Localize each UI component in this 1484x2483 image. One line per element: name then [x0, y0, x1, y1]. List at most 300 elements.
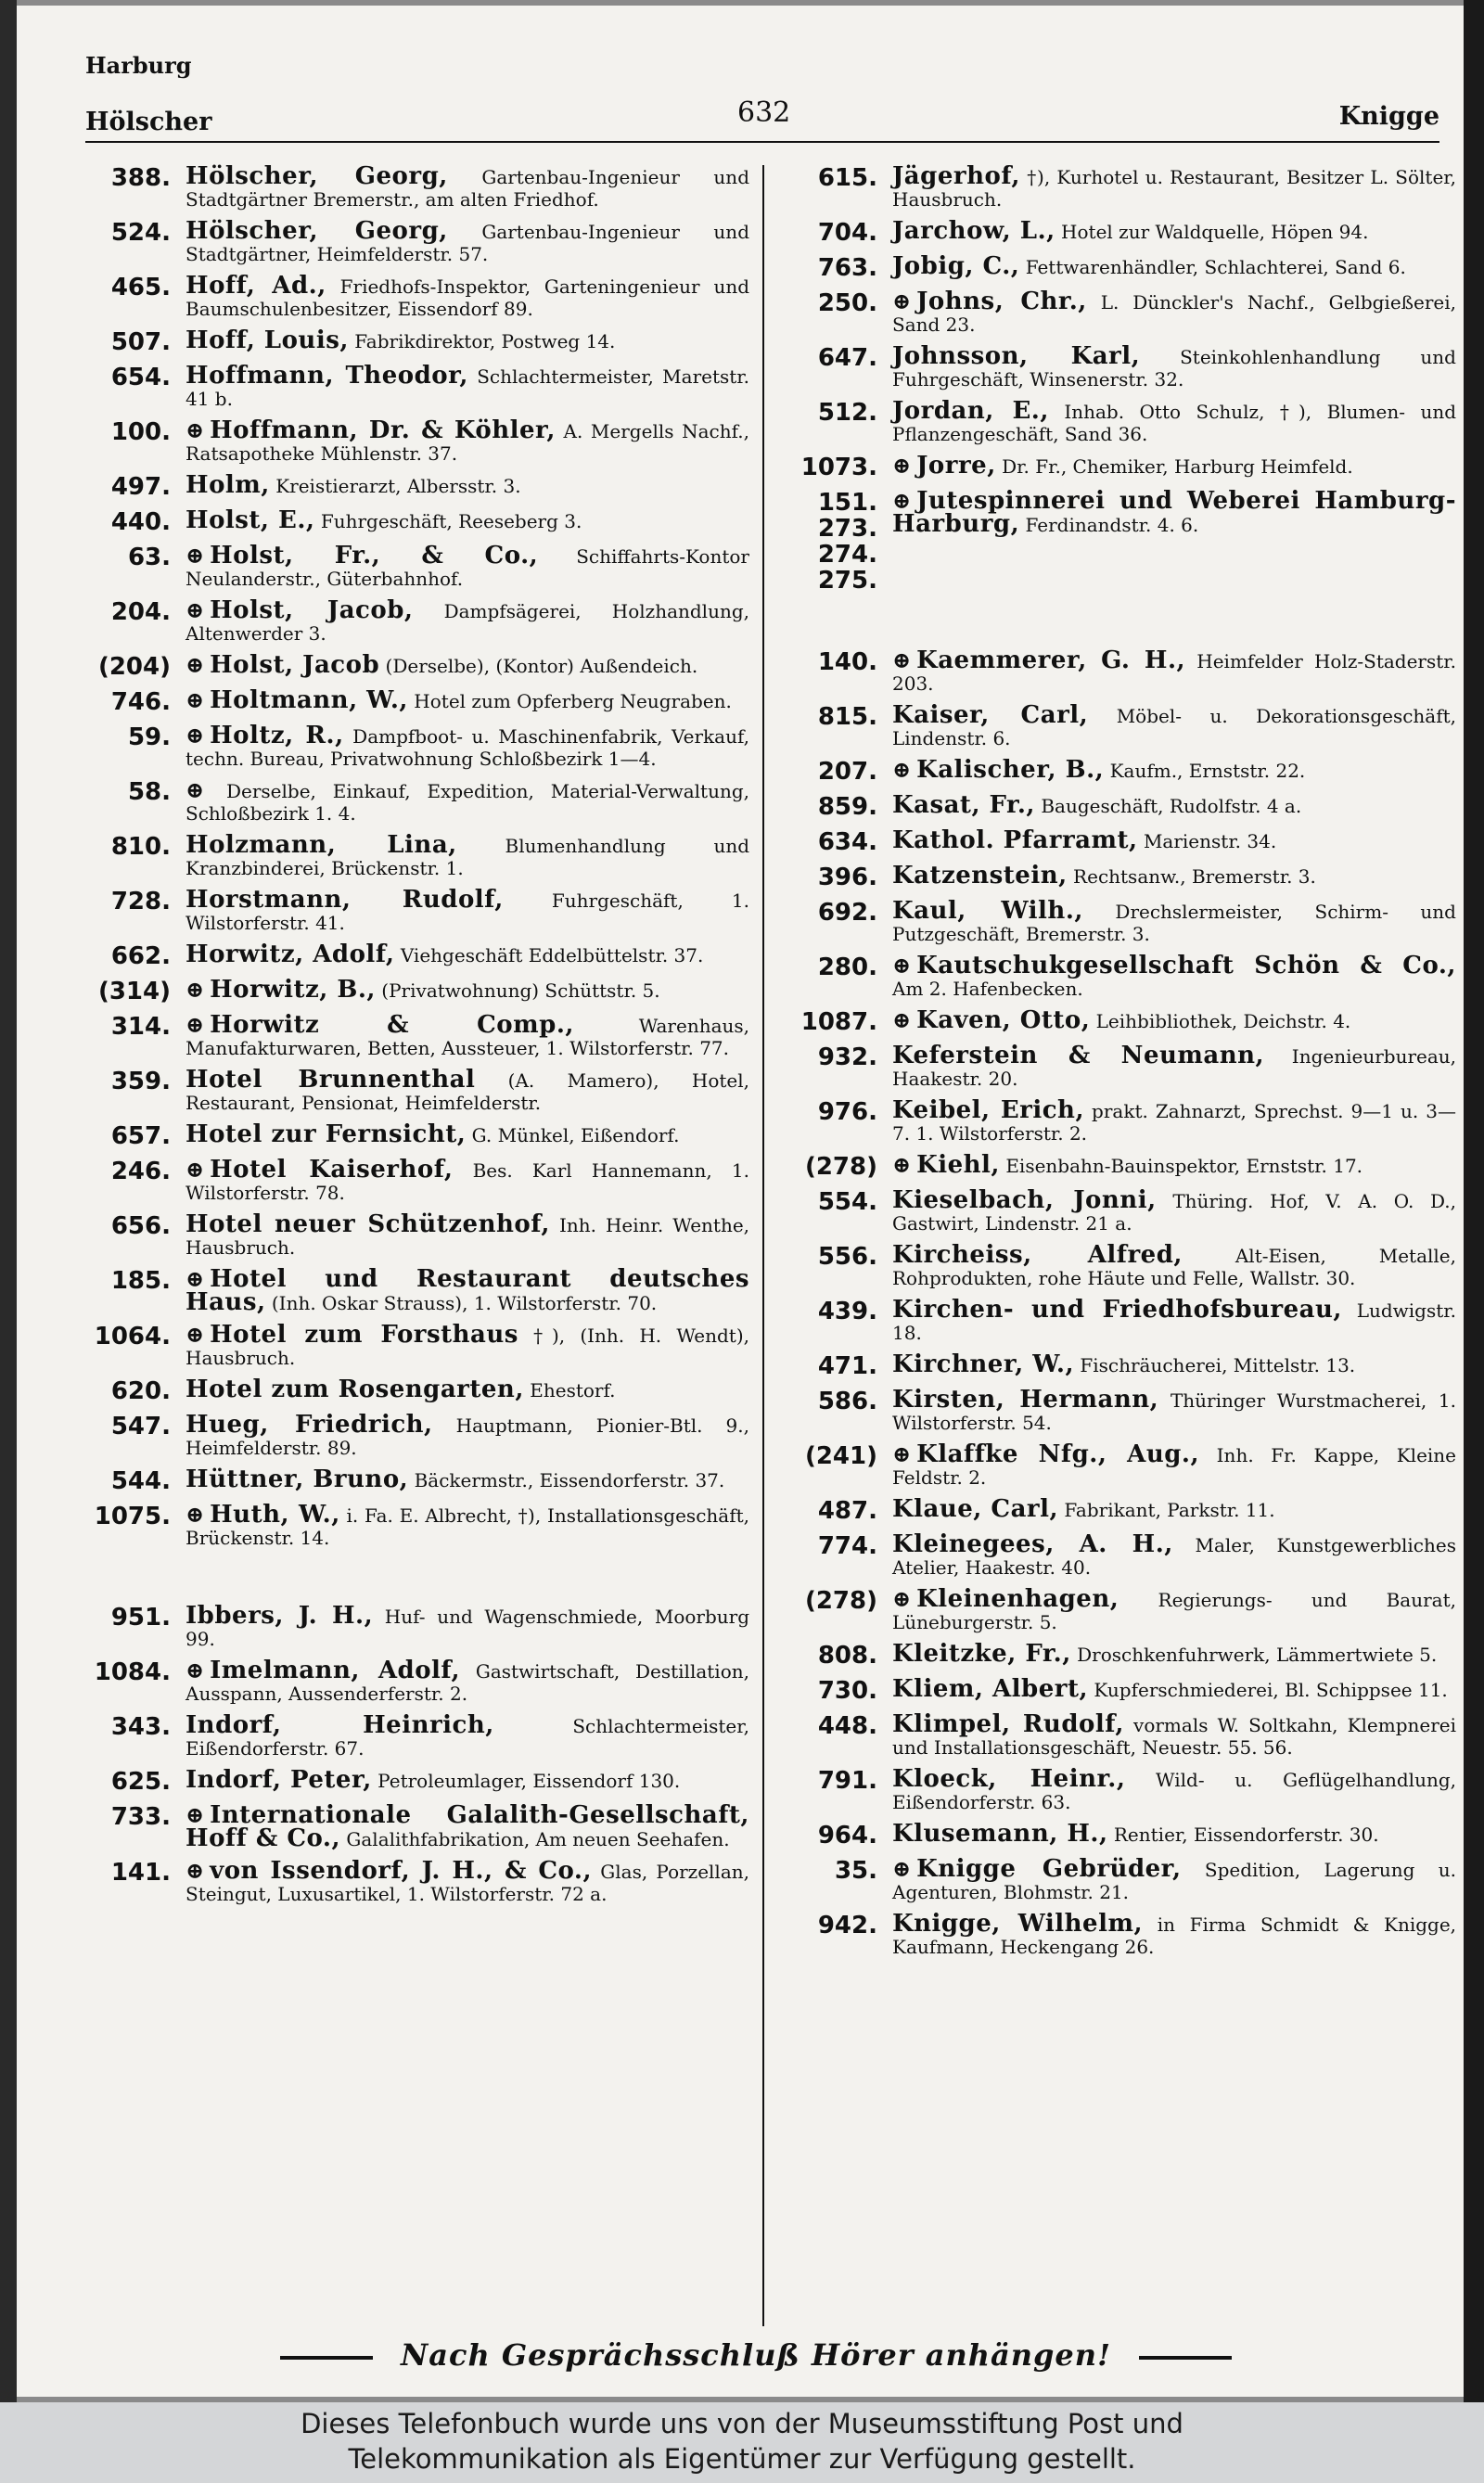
subscriber-details: Kupferschmiederei, Bl. Schippsee 11.: [1094, 1679, 1448, 1701]
directory-entry: [93, 686, 749, 716]
phone-number: 204.: [110, 598, 171, 626]
directory-entry: [800, 217, 1456, 247]
phone-number: [800, 490, 892, 594]
telephone-symbol-icon: ⊕: [186, 1011, 205, 1038]
directory-entry: [93, 1465, 749, 1495]
entry-body: [186, 1801, 749, 1852]
phone-number: 507.: [110, 328, 171, 356]
subscriber-name: Keibel, Erich,: [892, 1096, 1084, 1124]
directory-entry: [800, 1386, 1456, 1434]
subscriber-name: Jutespinnerei und Weberei Hamburg-Harburg,: [892, 487, 1456, 538]
right-column: [800, 162, 1457, 1958]
entry-body: [186, 362, 750, 410]
subscriber-name: Holst, Fr., & Co.,: [210, 542, 539, 570]
directory-entry: [93, 1378, 749, 1404]
telephone-symbol-icon: ⊕: [186, 1801, 205, 1828]
subscriber-details: i. Fa. E. Albrecht, †), Installationsgeschäft, Brückenstr. 14.: [186, 1504, 749, 1549]
subscriber-name: Jobig, C.,: [892, 252, 1020, 280]
phone-number: 951.: [110, 1604, 171, 1632]
entry-body: [186, 416, 750, 465]
subscriber-name: Kaiser, Carl,: [892, 701, 1089, 729]
subscriber-name: Jarchow, L.,: [892, 217, 1055, 245]
subscriber-name: Kloeck, Heinr.,: [892, 1765, 1126, 1793]
footer-dash-left: [280, 2356, 373, 2360]
entry-body: [186, 686, 749, 714]
phone-number: 1064.: [94, 1323, 171, 1350]
phone-number: 662.: [110, 942, 171, 970]
subscriber-details: Glas, Porzellan, Steingut, Luxusartikel, 1. Wilstorferstr. 72 a.: [186, 1861, 749, 1905]
subscriber-name: Kaven, Otto,: [916, 1006, 1091, 1034]
subscriber-details: Schiffahrts-Kontor Neulanderstr., Güterbahnhof.: [186, 545, 749, 590]
phone-number: 647.: [817, 344, 877, 372]
telephone-symbol-icon: ⊕: [186, 1501, 205, 1528]
phone-number: 859.: [817, 793, 877, 821]
page-number: 632: [737, 96, 791, 129]
subscriber-name: Imelmann, Adolf,: [210, 1657, 461, 1684]
entry-body: [186, 776, 749, 825]
entry-body: [186, 217, 749, 265]
subscriber-name: Klaffke Nfg., Aug.,: [916, 1440, 1200, 1468]
telephone-symbol-icon: ⊕: [186, 776, 205, 803]
directory-entry: [800, 1530, 1456, 1579]
phone-number: 791.: [817, 1767, 877, 1795]
subscriber-name: Hölscher, Georg,: [186, 162, 448, 190]
subscriber-name: Holm,: [186, 471, 270, 499]
phone-number: 512.: [817, 399, 877, 427]
telephone-symbol-icon: ⊕: [186, 1321, 205, 1348]
entry-body: [892, 826, 1456, 854]
subscriber-details: Drechslermeister, Schirm- und Putzgeschäft, Bremerstr. 3.: [892, 901, 1456, 945]
phone-number: (278): [804, 1587, 877, 1615]
directory-entry: [93, 1011, 750, 1059]
phone-number: 556.: [817, 1243, 877, 1271]
subscriber-details: G. Münkel, Eißendorf.: [471, 1124, 680, 1146]
directory-entry: [800, 454, 1456, 480]
subscriber-name: Holst, Jacob,: [210, 596, 414, 624]
telephone-symbol-icon: ⊕: [186, 651, 205, 678]
entry-body: [892, 756, 1456, 784]
directory-entry: [93, 506, 749, 536]
entry-body: [186, 1602, 750, 1650]
subscriber-name: Johns, Chr.,: [916, 288, 1087, 315]
phone-number: 359.: [110, 1068, 171, 1095]
directory-entry: [800, 646, 1457, 695]
subscriber-name: Kautschukgesellschaft Schön & Co.,: [916, 952, 1456, 979]
subscriber-name: Horwitz & Comp.,: [210, 1011, 574, 1039]
entry-body: [892, 252, 1456, 280]
subscriber-name: Kirsten, Hermann,: [892, 1386, 1159, 1414]
subscriber-details: Warenhaus, Manufakturwaren, Betten, Aussteuer, 1. Wilstorferstr. 77.: [186, 1015, 750, 1059]
entry-body: [892, 701, 1457, 749]
entry-body: [892, 1096, 1457, 1145]
subscriber-details: Hauptmann, Pionier-Btl. 9., Heimfelderstr. 89.: [186, 1414, 749, 1459]
header-left-keyword: Hölscher: [85, 108, 212, 136]
phone-number: 692.: [817, 899, 877, 927]
directory-entry: [800, 1765, 1456, 1813]
phone-number: 634.: [817, 828, 877, 856]
subscriber-details: Bäckermstr., Eissendorferstr. 37.: [414, 1469, 725, 1491]
phone-number: 942.: [817, 1912, 877, 1939]
directory-entry: [800, 487, 1456, 595]
phone-number: 815.: [817, 703, 877, 731]
subscriber-name: Kleitzke, Fr.,: [892, 1640, 1071, 1668]
entry-body: [892, 1495, 1456, 1523]
subscriber-name: Indorf, Peter,: [186, 1766, 372, 1794]
scan-edge-right: [1464, 0, 1484, 2402]
directory-entry: [800, 701, 1457, 749]
directory-entry: [93, 1210, 750, 1259]
header-city: Harburg: [85, 52, 192, 79]
directory-entry: [93, 976, 749, 1005]
subscriber-details: Huf- und Wagenschmiede, Moorburg 99.: [186, 1606, 750, 1650]
phone-number: 774.: [817, 1532, 877, 1560]
directory-entry: [93, 1659, 749, 1705]
subscriber-details: Am 2. Hafenbecken.: [892, 978, 1083, 1000]
telephone-symbol-icon: ⊕: [186, 416, 205, 443]
subscriber-details: Inh. Fr. Kappe, Kleine Feldstr. 2.: [892, 1444, 1457, 1489]
phone-number: 439.: [817, 1298, 877, 1325]
entry-body: [892, 864, 1456, 888]
phone-number: 58.: [127, 778, 171, 806]
phone-number: 396.: [817, 864, 877, 891]
entry-body: [186, 544, 749, 590]
entry-body: [892, 1440, 1457, 1489]
footer-slogan: Nach Gesprächsschluß Hörer anhängen!: [400, 2337, 1112, 2373]
subscriber-name: Knigge, Wilhelm,: [892, 1910, 1144, 1938]
phone-number: 1084.: [94, 1658, 171, 1686]
subscriber-name: Hoffmann, Dr. & Köhler,: [210, 416, 556, 444]
telephone-symbol-icon: ⊕: [186, 542, 205, 569]
entry-body: [892, 162, 1456, 211]
subscriber-name: Jorre,: [916, 452, 996, 480]
telephone-symbol-icon: ⊕: [892, 952, 912, 979]
subscriber-name: von Issendorf, J. H., & Co.,: [210, 1857, 593, 1885]
entry-body: [186, 1465, 749, 1493]
subscriber-details: vormals W. Soltkahn, Klempnerei und Installationsgeschäft, Neuestr. 55. 56.: [892, 1714, 1457, 1759]
entry-body: [186, 1378, 749, 1401]
directory-entry: [93, 272, 750, 320]
subscriber-details: (Derselbe), (Kontor) Außendeich.: [385, 655, 698, 677]
entry-body: [186, 272, 750, 320]
subscriber-details: Ferdinandstr. 4. 6.: [1025, 514, 1199, 536]
directory-entry: [800, 1186, 1457, 1235]
copyright-banner: [0, 2402, 1484, 2483]
entry-body: [892, 397, 1457, 445]
subscriber-name: Knigge Gebrüder,: [916, 1855, 1182, 1883]
phone-number: 487.: [817, 1497, 877, 1525]
entry-body: [186, 651, 749, 679]
phone-number: 1087.: [800, 1008, 877, 1036]
footer-dash-right: [1139, 2356, 1232, 2360]
subscriber-name: Internationale Galalith-Gesellschaft, Hoff & Co.,: [186, 1801, 749, 1852]
subscriber-details: Thüring. Hof, V. A. O. D., Gastwirt, Lindenstr. 21 a.: [892, 1190, 1457, 1235]
phone-number: 728.: [110, 888, 171, 915]
phone-number: (241): [804, 1442, 877, 1470]
directory-entry: [93, 326, 749, 356]
directory-entry: [93, 1711, 749, 1760]
phone-number: 1073.: [800, 454, 877, 481]
entry-body: [892, 1241, 1456, 1289]
directory-entry: [93, 724, 749, 770]
entry-body: [186, 943, 749, 966]
phone-number: 746.: [110, 688, 171, 716]
phone-number: 1075.: [94, 1503, 171, 1530]
subscriber-details: (Privatwohnung) Schüttstr. 5.: [381, 979, 660, 1002]
subscriber-name: Huth, W.,: [210, 1501, 340, 1529]
subscriber-name: Hotel Kaiserhof,: [210, 1156, 454, 1184]
directory-entry: [800, 1855, 1456, 1903]
entry-body: [892, 1820, 1456, 1848]
phone-number: 246.: [110, 1158, 171, 1185]
phone-number: 657.: [110, 1122, 171, 1150]
subscriber-name: Hölscher, Georg,: [186, 217, 448, 245]
subscriber-name: Katzenstein,: [892, 862, 1068, 890]
phone-number-line: 151.: [817, 489, 877, 517]
subscriber-details: †), (Inh. H. Wendt), Hausbruch.: [186, 1325, 750, 1369]
subscriber-details: Fischräucherei, Mittelstr. 13.: [1080, 1354, 1356, 1376]
subscriber-details: Alt-Eisen, Metalle, Rohprodukten, rohe Häute und Felle, Wallstr. 30.: [892, 1245, 1456, 1289]
subscriber-name: Kasat, Fr.,: [892, 791, 1035, 819]
entry-body: [186, 1120, 749, 1148]
entry-body: [892, 1350, 1456, 1378]
phone-number-line: 275.: [817, 567, 877, 595]
subscriber-details: Galalithfabrikation, Am neuen Seehafen.: [346, 1828, 730, 1850]
phone-number: 59.: [127, 723, 171, 751]
subscriber-details: Marienstr. 34.: [1143, 830, 1277, 852]
entry-body: [892, 1006, 1456, 1034]
phone-number: 314.: [110, 1013, 171, 1041]
subscriber-name: Kircheiss, Alfred,: [892, 1241, 1183, 1269]
subscriber-details: Steinkohlenhandlung und Fuhrgeschäft, Winsenerstr. 32.: [892, 346, 1456, 390]
entry-body: [186, 162, 749, 211]
subscriber-name: Kathol. Pfarramt,: [892, 826, 1138, 854]
subscriber-details: prakt. Zahnarzt, Sprechst. 9—1 u. 3—7. 1. Wilstorferstr. 2.: [892, 1100, 1457, 1145]
directory-entry: [93, 471, 749, 501]
subscriber-details: Eisenbahn-Bauinspektor, Ernststr. 17.: [1005, 1155, 1363, 1177]
entry-body: [186, 1411, 749, 1459]
subscriber-name: Hotel Brunnenthal: [186, 1066, 476, 1094]
subscriber-name: Hotel und Restaurant deutsches Haus,: [186, 1265, 749, 1316]
entry-body: [186, 326, 749, 354]
directory-entry: [800, 1096, 1457, 1145]
directory-entry: [93, 1265, 749, 1316]
subscriber-name: Ibbers, J. H.,: [186, 1602, 374, 1630]
entry-body: [892, 1044, 1456, 1090]
phone-number: 808.: [817, 1642, 877, 1670]
phone-number: 656.: [110, 1212, 171, 1240]
phone-number: 704.: [817, 219, 877, 247]
subscriber-details: Fabrikant, Parkstr. 11.: [1064, 1499, 1275, 1521]
entry-body: [892, 791, 1456, 819]
directory-entry: [800, 1044, 1456, 1090]
directory-entry: [800, 1495, 1456, 1525]
subscriber-name: Hoff, Louis,: [186, 326, 349, 354]
subscriber-details: Gartenbau-Ingenieur und Stadtgärtner Bremerstr., am alten Friedhof.: [186, 166, 749, 211]
telephone-symbol-icon: ⊕: [186, 976, 205, 1003]
subscriber-details: Fuhrgeschäft, 1. Wilstorferstr. 41.: [186, 890, 749, 934]
subscriber-name: Indorf, Heinrich,: [186, 1711, 494, 1739]
directory-entry: [93, 362, 750, 410]
subscriber-name: Kaemmerer, G. H.,: [916, 646, 1186, 674]
subscriber-details: Ingenieurbureau, Haakestr. 20.: [892, 1045, 1457, 1090]
subscriber-name: Hoffmann, Theodor,: [186, 362, 468, 390]
subscriber-details: Dr. Fr., Chemiker, Harburg Heimfeld.: [1002, 455, 1353, 478]
phone-number: 250.: [817, 289, 877, 317]
telephone-symbol-icon: ⊕: [892, 646, 912, 673]
subscriber-details: (Inh. Oskar Strauss), 1. Wilstorferstr. 70.: [271, 1292, 658, 1314]
subscriber-name: Kiehl,: [916, 1151, 1000, 1179]
subscriber-details: Spedition, Lagerung u. Agenturen, Blohmstr. 21.: [892, 1859, 1456, 1903]
directory-entry: [93, 596, 749, 645]
subscriber-name: Horwitz, Adolf,: [186, 941, 395, 968]
directory-entry: [800, 1820, 1456, 1849]
entry-body: [892, 897, 1456, 945]
phone-number: 625.: [110, 1768, 171, 1796]
phone-number: 35.: [834, 1857, 877, 1885]
entry-body: [186, 976, 749, 1004]
directory-entry: [800, 1151, 1456, 1181]
directory-entry: [93, 1857, 749, 1905]
subscriber-name: Klaue, Carl,: [892, 1495, 1059, 1523]
directory-entry: [800, 1296, 1457, 1344]
subscriber-name: Hoff, Ad.,: [186, 272, 326, 300]
phone-number: 586.: [817, 1388, 877, 1415]
directory-entry: [800, 1640, 1456, 1670]
phone-number: 524.: [110, 219, 171, 247]
telephone-symbol-icon: ⊕: [186, 1156, 205, 1183]
entry-body: [892, 954, 1456, 1000]
subscriber-details: Thüringer Wurstmacherei, 1. Wilstorferstr. 54.: [892, 1389, 1456, 1434]
subscriber-name: Hüttner, Bruno,: [186, 1465, 409, 1493]
subscriber-details: Droschkenfuhrwerk, Lämmertwiete 5.: [1077, 1644, 1438, 1666]
phone-number: 497.: [110, 473, 171, 501]
subscriber-details: Petroleumlager, Eissendorf 130.: [377, 1770, 681, 1792]
entry-body: [186, 724, 749, 770]
subscriber-name: Kaul, Wilh.,: [892, 897, 1083, 925]
subscriber-details: Regierungs- und Baurat, Lüneburgerstr. 5.: [892, 1589, 1456, 1633]
directory-entry: [93, 1801, 749, 1852]
subscriber-details: Rentier, Eissendorferstr. 30.: [1113, 1824, 1379, 1846]
directory-entry: [800, 1241, 1456, 1289]
telephone-symbol-icon: ⊕: [892, 1855, 912, 1882]
directory-entry: [800, 252, 1456, 282]
entry-body: [892, 1530, 1456, 1579]
directory-entry: [93, 217, 749, 265]
telephone-symbol-icon: ⊕: [186, 1857, 205, 1884]
subscriber-name: Horwitz, B.,: [210, 976, 376, 1004]
directory-entry: [800, 897, 1456, 945]
subscriber-details: Inh. Heinr. Wenthe, Hausbruch.: [186, 1214, 750, 1259]
directory-entry: [93, 1766, 749, 1796]
entry-body: [186, 596, 749, 645]
telephone-symbol-icon: ⊕: [892, 487, 912, 514]
subscriber-name: Holst, Jacob: [210, 651, 380, 679]
subscriber-details: Gastwirtschaft, Destillation, Ausspann, Aussenderferstr. 2.: [186, 1660, 749, 1705]
subscriber-name: Hotel neuer Schützenhof,: [186, 1210, 550, 1238]
directory-entry: [93, 162, 749, 211]
subscriber-name: Holtz, R.,: [210, 722, 344, 749]
subscriber-name: Kieselbach, Jonni,: [892, 1186, 1157, 1214]
directory-entry: [93, 1602, 750, 1650]
directory-entry: [93, 886, 749, 934]
telephone-symbol-icon: ⊕: [892, 288, 912, 314]
directory-entry: [93, 943, 749, 969]
subscriber-name: Hotel zum Forsthaus: [210, 1321, 518, 1349]
subscriber-details: Ludwigstr. 18.: [892, 1299, 1457, 1344]
entry-body: [892, 1585, 1456, 1633]
entry-body: [186, 1766, 749, 1794]
subscriber-name: Kleinegees, A. H.,: [892, 1530, 1173, 1558]
phone-number: 63.: [127, 544, 171, 571]
entry-body: [186, 886, 749, 934]
subscriber-details: Dampfboot- u. Maschinenfabrik, Verkauf, techn. Bureau, Privatwohnung Schloßbezirk 1—4.: [186, 725, 750, 770]
entry-body: [892, 1675, 1456, 1703]
directory-entry: [800, 1710, 1457, 1759]
telephone-symbol-icon: ⊕: [892, 1440, 912, 1467]
entry-body: [892, 454, 1456, 478]
phone-number: 140.: [817, 648, 877, 676]
directory-entry: [800, 397, 1457, 445]
subscriber-name: Holst, E.,: [186, 506, 315, 534]
subscriber-details: Derselbe, Einkauf, Expedition, Material-Verwaltung, Schloßbezirk 1. 4.: [186, 780, 749, 825]
entry-body: [186, 1501, 749, 1549]
telephone-symbol-icon: ⊕: [892, 1585, 912, 1612]
entry-body: [892, 1765, 1456, 1813]
phone-number: 141.: [110, 1859, 171, 1887]
subscriber-name: Keferstein & Neumann,: [892, 1042, 1265, 1069]
subscriber-details: Fettwarenhändler, Schlachterei, Sand 6.: [1025, 256, 1406, 278]
subscriber-name: Jordan, E.,: [892, 397, 1049, 425]
phone-number: 207.: [817, 758, 877, 786]
directory-entry: [800, 864, 1456, 890]
subscriber-details: in Firma Schmidt & Knigge, Kaufmann, Heckengang 26.: [892, 1913, 1457, 1958]
subscriber-details: Schlachtermeister, Eißendorferstr. 67.: [186, 1715, 749, 1760]
subscriber-name: Klusemann, H.,: [892, 1820, 1108, 1848]
phone-number: 471.: [817, 1352, 877, 1380]
subscriber-name: Kirchen- und Friedhofsbureau,: [892, 1296, 1342, 1324]
telephone-symbol-icon: ⊕: [892, 1006, 912, 1033]
directory-entry: [800, 1440, 1457, 1489]
entry-body: [186, 471, 749, 499]
subscriber-name: Hotel zur Fernsicht,: [186, 1120, 467, 1148]
directory-entry: [800, 1910, 1457, 1958]
telephone-symbol-icon: ⊕: [892, 452, 912, 479]
subscriber-details: Ehestorf.: [530, 1379, 616, 1401]
subscriber-details: L. Dünckler's Nachf., Gelbgießerei, Sand 23.: [892, 291, 1457, 336]
phone-number: 185.: [110, 1267, 171, 1295]
subscriber-details: †), Kurhotel u. Restaurant, Besitzer L. Sölter, Hausbruch.: [892, 166, 1456, 211]
subscriber-name: Kleinenhagen,: [916, 1585, 1119, 1613]
subscriber-name: Kirchner, W.,: [892, 1350, 1075, 1378]
subscriber-details: Fabrikdirektor, Postweg 14.: [354, 330, 616, 352]
entry-body: [186, 1158, 749, 1204]
directory-entry: [800, 162, 1456, 211]
directory-entry: [93, 544, 749, 590]
telephone-symbol-icon: ⊕: [892, 1151, 912, 1178]
banner-line-2: Telekommunikation als Eigentümer zur Verfügung gestellt.: [348, 2443, 1136, 2475]
telephone-symbol-icon: ⊕: [892, 756, 912, 783]
subscriber-details: Hotel zur Waldquelle, Höpen 94.: [1061, 221, 1369, 243]
phone-number: (314): [97, 978, 171, 1005]
phone-number: 388.: [110, 164, 171, 192]
telephone-symbol-icon: ⊕: [186, 1265, 205, 1292]
subscriber-details: Kreistierarzt, Albersstr. 3.: [275, 475, 521, 497]
subscriber-name: Hotel zum Rosengarten,: [186, 1376, 524, 1403]
entry-body: [892, 1186, 1457, 1235]
phone-number-line: 274.: [817, 541, 877, 569]
entry-body: [892, 1640, 1456, 1668]
directory-entry: [93, 416, 750, 465]
